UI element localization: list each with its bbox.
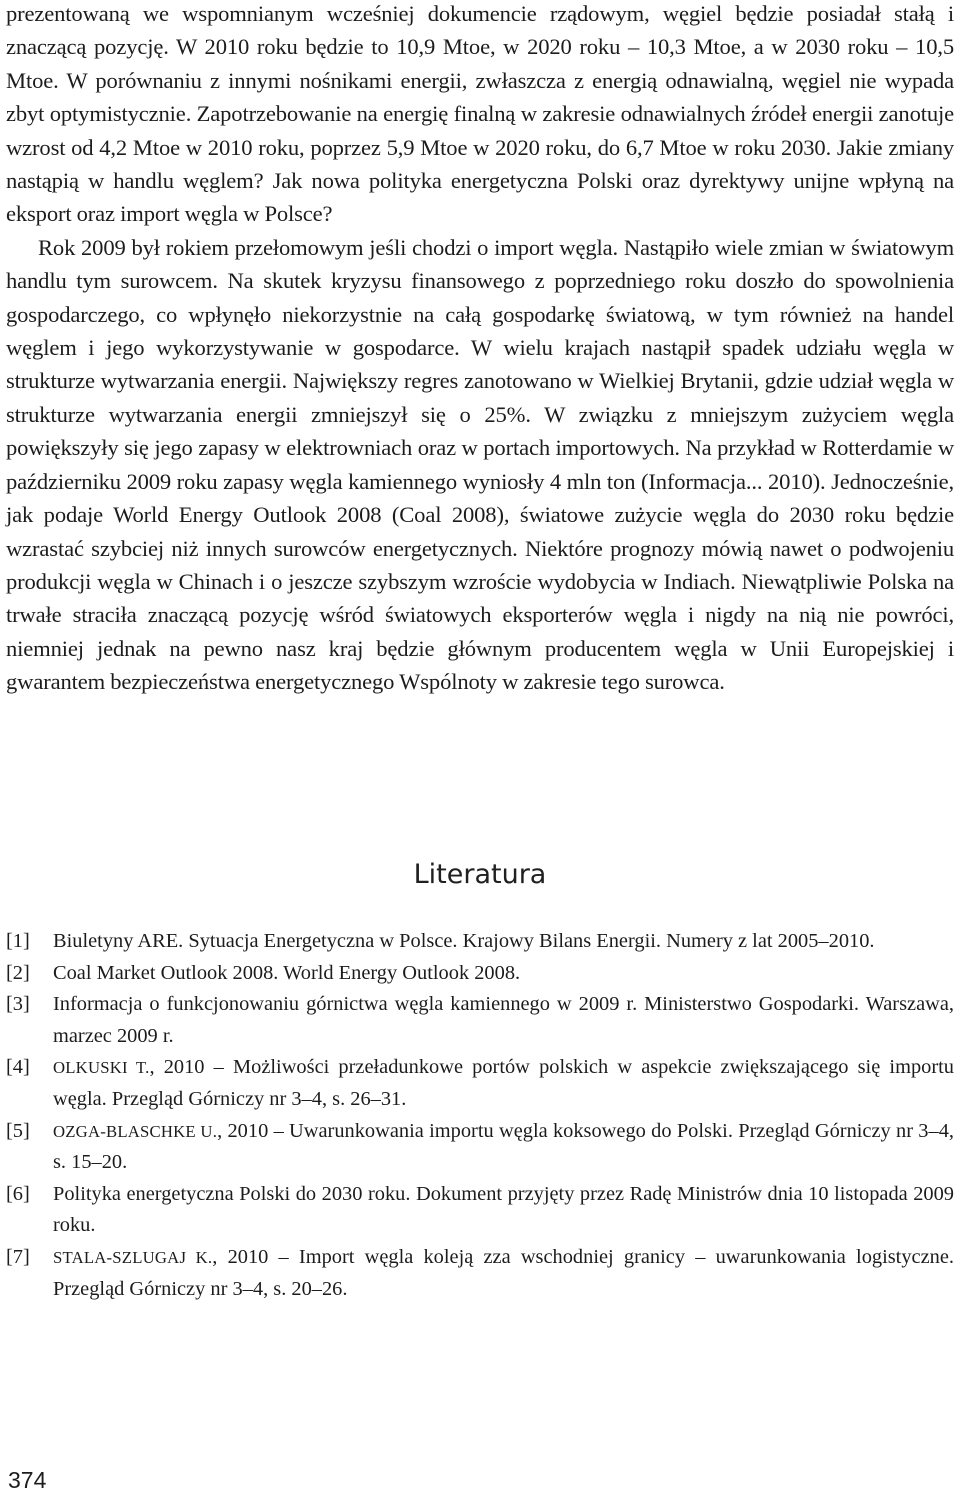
reference-text: , 2010 – Możliwości przeładunkowe portów polskich w aspekcie zwiększającego się importu węgla. Przegląd Górniczy nr 3–4, s. 26–31. — [53, 1056, 954, 1110]
reference-item — [6, 989, 954, 1052]
document-page — [6, 0, 954, 1498]
reference-number: [6] — [6, 1182, 30, 1205]
reference-author: STALA-SZLUGAJ K. — [53, 1247, 213, 1267]
reference-text: Biuletyny ARE. Sytuacja Energetyczna w Polsce. Krajowy Bilans Energii. Numery z lat 2005–2010. — [53, 930, 875, 952]
reference-number: [4] — [6, 1056, 30, 1079]
section-heading: Literatura — [413, 859, 547, 890]
reference-number: [7] — [6, 1245, 30, 1268]
reference-list — [6, 926, 954, 1305]
reference-item — [6, 1242, 954, 1305]
reference-author: OZGA-BLASCHKE U. — [53, 1121, 218, 1141]
reference-text: Informacja o funkcjonowaniu górnictwa węgla kamiennego w 2009 r. Ministerstwo Gospodarki. Warszawa, marzec 2009 r. — [53, 993, 954, 1047]
reference-text: , 2010 – Uwarunkowania importu węgla koksowego do Polski. Przegląd Górniczy nr 3–4, s. 15–20. — [53, 1119, 954, 1174]
reference-number: [5] — [6, 1119, 30, 1142]
reference-item — [6, 1052, 954, 1115]
reference-item — [6, 1179, 954, 1242]
reference-number: [2] — [6, 961, 30, 984]
reference-item — [6, 926, 954, 958]
paragraph-1: prezentowaną we wspomnianym wcześniej dokumencie rządowym, węgiel będzie posiadał stałą i znaczącą pozycję. W 2010 roku będzie to 10,9 Mtoe, w 2020 roku – 10,3 Mtoe, a w 2030 roku – 10,5 Mtoe. W porównaniu z innymi nośnikami energii, zwłaszcza z energią odnawialną, węgiel nie wypada zbyt optymistycznie. Zapotrzebowanie na energię finalną w zakresie odnawialnych źródeł energii zanotuje wzrost od 4,2 Mtoe w 2010 roku, poprzez 5,9 Mtoe w 2020 roku, do 6,7 Mtoe w roku 2030. Jakie zmiany nastąpią w handlu węglem? Jak nowa polityka energetyczna Polski oraz dyrektywy unijne wpłyną na eksport oraz import węgla w Polsce? — [6, 1, 954, 227]
reference-text: Coal Market Outlook 2008. World Energy Outlook 2008. — [53, 961, 521, 984]
reference-item — [6, 1116, 954, 1179]
reference-text: , 2010 – Import węgla koleją zza wschodniej granicy – uwarunkowania logistyczne. Przegląd Górniczy nr 3–4, s. 20–26. — [53, 1245, 954, 1300]
body-text — [6, 0, 954, 699]
reference-number: [3] — [6, 993, 30, 1016]
page-number: 374 — [8, 1467, 47, 1493]
reference-author: OLKUSKI T. — [53, 1058, 150, 1078]
reference-item — [6, 958, 954, 990]
reference-number: [1] — [6, 930, 30, 952]
reference-text: Polityka energetyczna Polski do 2030 roku. Dokument przyjęty przez Radę Ministrów dnia 10 listopada 2009 roku. — [53, 1182, 954, 1237]
paragraph-2: Rok 2009 był rokiem przełomowym jeśli chodzi o import węgla. Nastąpiło wiele zmian w światowym handlu tym surowcem. Na skutek kryzysu finansowego z poprzedniego roku doszło do spowolnienia gospodarczego, co wpłynęło niekorzystnie na całą gospodarkę światową, w tym również na handel węglem i jego wykorzystywanie w gospodarce. W wielu krajach nastąpił spadek udziału węgla w strukturze wytwarzania energii. Największy regres zanotowano w Wielkiej Brytanii, gdzie udział węgla w strukturze wytwarzania energii zmniejszył się o 25%. W związku z mniejszym zużyciem węgla powiększyły się jego zapasy w elektrowniach oraz w portach importowych. Na przykład w Rotterdamie w październiku 2009 roku zapasy węgla kamiennego wyniosły 4 mln ton (Informacja... 2010). Jednocześnie, jak podaje World Energy Outlook 2008 (Coal 2008), światowe zużycie węgla do 2030 roku będzie wzrastać szybciej niż innych surowców energetycznych. Niektóre prognozy mówią nawet o podwojeniu produkcji węgla w Chinach i o jeszcze szybszym wzroście wydobycia w Indiach. Niewątpliwie Polska na trwałe straciła znaczącą pozycję wśród światowych eksporterów węgla i nigdy na nią nie powróci, niemniej jednak na pewno nasz kraj będzie głównym producentem węgla w Unii Europejskiej i gwarantem bezpieczeństwa energetycznego Wspólnoty w zakresie tego surowca. — [6, 234, 954, 695]
